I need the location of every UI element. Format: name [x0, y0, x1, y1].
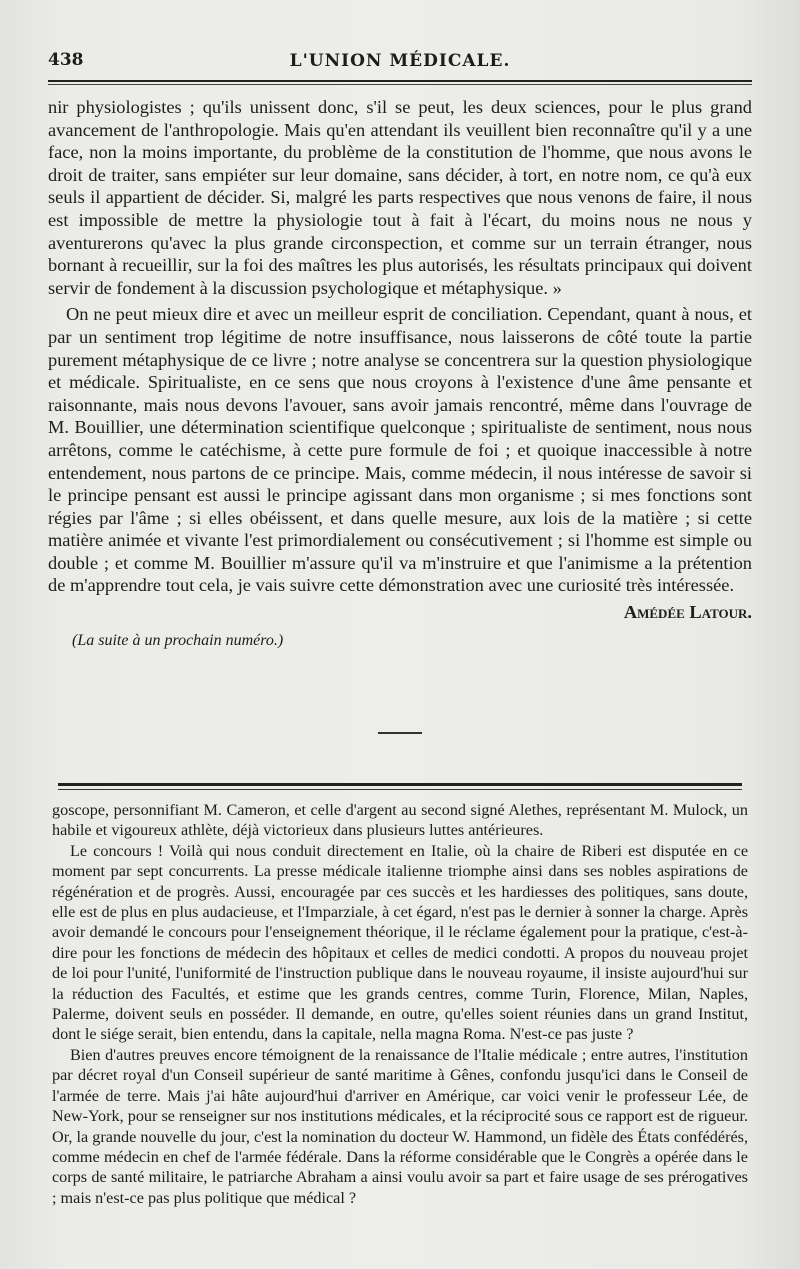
running-title: L'UNION MÉDICALE. — [289, 51, 511, 71]
page-header — [48, 44, 752, 78]
main-article — [48, 96, 752, 652]
to-be-continued-note: (La suite à un prochain numéro.) — [72, 631, 284, 649]
feuilleton-column — [52, 800, 748, 1208]
header-rule — [48, 80, 752, 82]
author-signature: Amédée Latour. — [623, 602, 752, 623]
page-number: 438 — [48, 50, 84, 70]
feuilleton-rule-thick — [58, 783, 742, 786]
header-rule-thin — [48, 84, 752, 85]
feuilleton-rule-thin — [58, 789, 742, 790]
feuilleton-paragraph: goscope, personnifiant M. Cameron, et celle d'argent au second signé Alethes, représentant M. Mulock, un habile et vigoureux athlète, déjà victorieux dans plusieurs luttes antérieures. — [52, 801, 748, 840]
section-end-rule — [378, 732, 422, 734]
feuilleton-paragraph: Le concours ! Voilà qui nous conduit directement en Italie, où la chaire de Riberi est disputée en ce moment par sept concurrents. La presse médicale italienne triomphe ainsi dans ses nobles aspirations de régénération et de progrès. Aussi, encouragée par ces succès et les hardiesses des politiques, sans doute, elle est de plus en plus audacieuse, et l'Imparziale, à cet égard, n'est pas le dernier à sonner la charge. Après avoir demandé le concours pour l'enseignement théorique, il le réclame également pour la pratique, c'est-à-dire pour les fonctions de médecin des hôpitaux et celles de medici condotti. A propos du nouveau projet de loi pour l'unité, l'uniformité de l'instruction publique dans le nouveau royaume, il insiste aujourd'hui sur la réduction des Facultés, et estime que les grands centres, comme Turin, Florence, Milan, Naples, Palerme, doivent seuls en posséder. Il demande, en outre, qu'elles soient réunies dans un grand Institut, dont le siége serait, bien entendu, dans la capitale, nella magna Roma. N'est-ce pas juste ? — [52, 841, 748, 1044]
article-paragraph: On ne peut mieux dire et avec un meilleur esprit de conciliation. Cependant, quant à nous, et par un sentiment trop légitime de notre insuffisance, nous laisserons de côté toute la partie purement métaphysique de ce livre ; notre analyse se concentrera sur la question physiologique et médicale. Spiritualiste, en ce sens que nous croyons à l'existence d'une âme pensante et raisonnante, mais nous devons l'avouer, sans avoir jamais rencontré, même dans l'ouvrage de M. Bouillier, une détermination scientifique quelconque ; spiritualiste de sentiment, nous nous arrêtons, comme le catéchisme, à cette pure formule de foi ; et quoique inaccessible à notre entendement, nous partons de ce principe. Mais, comme médecin, il nous intéresse de savoir si le principe pensant est aussi le principe agissant dans mon organisme ; si mes fonctions sont régies par l'âme ; si elles obéissent, et dans quelle mesure, aux lois de la matière ; si cette matière animée et vivante l'est primordialement ou consécutivement ; si l'homme est simple ou double ; et comme M. Bouillier m'assure qu'il va m'instruire et que l'animisme a la prétention de m'apprendre tout cela, je vais suivre cette démonstration avec une curiosité très intéressée. — [48, 304, 752, 596]
article-paragraph: nir physiologistes ; qu'ils unissent donc, s'il se peut, les deux sciences, pour le plus grand avancement de l'anthropologie. Mais qu'en attendant ils veuillent bien reconnaître qu'il y a une face, non la moins importante, du problème de la constitution de l'homme, que nous avons le droit de traiter, sans empiéter sur leur domaine, sans décider, à tort, en notre nom, ce qu'à eux seuls il appartient de décider. Si, malgré les parts respectives que nous venons de faire, il nous est impossible de mettre la physiologie tout à fait à l'écart, du moins nous ne nous y aventurerons qu'avec la plus grande circonspection, et comme sur un terrain étranger, nous bornant à recueillir, sur la foi des maîtres les plus autorisés, les résultats principaux qui doivent servir de fondement à la discussion psychologique et métaphysique. » — [48, 97, 752, 298]
feuilleton-paragraph: Bien d'autres preuves encore témoignent de la renaissance de l'Italie médicale ; entre autres, l'institution par décret royal d'un Conseil supérieur de santé maritime à Gênes, confondu jusqu'ici dans le Conseil de l'armée de terre. Mais j'ai hâte aujourd'hui d'arriver en Amérique, car voici venir le professeur Lée, de New-York, pour se renseigner sur nos institutions médicales, et la réciprocité sous ce rapport est de rigueur. Or, la grande nouvelle du jour, c'est la nomination du docteur W. Hammond, un fidèle des États confédérés, comme médecin en chef de l'armée fédérale. Dans la réforme considérable que le Congrès a opérée dans le corps de santé militaire, le patriarche Abraham a ainsi voulu avoir sa part et faire usage de ses prérogatives ; mais n'est-ce pas plus politique que médical ? — [52, 1045, 748, 1207]
